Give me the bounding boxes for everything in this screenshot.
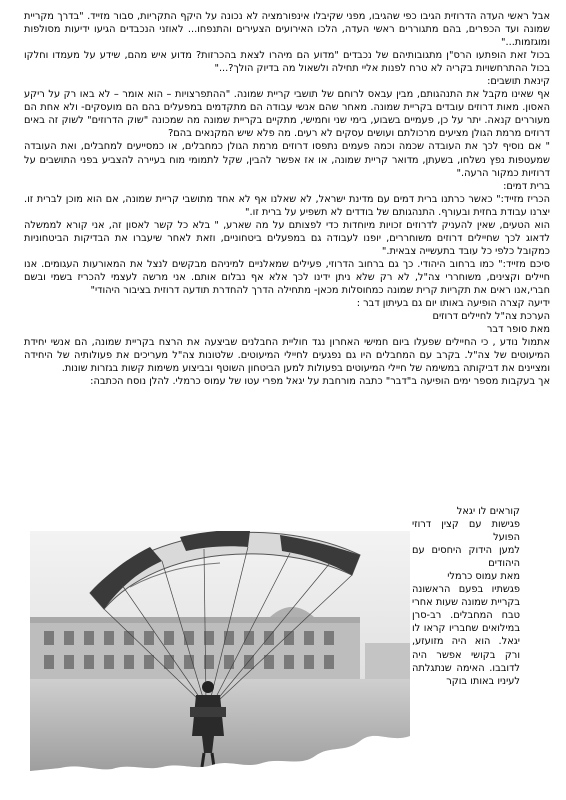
article-intro: אך בעקבות מספר ימים הופיעה ב"דבר" כתבה מורחבת על יגאל מפרי עטו של עמוס כרמלי. להלן נוסח הכתבה:: [90, 376, 550, 388]
sidebar-subtitle-1: פגישות עם קצין דרוזי הפועל: [412, 519, 520, 544]
davar-report: אתמול נודע , כי החיילים שפעלו ביום חמישי האחרון נגד חוליית החבלנים שביצעה את הרצח בקריית שמונה, הם אנשי יחידת המיעוטים של צה"ל. בקרב עם המחבלים היו גם נפגעים לחיילי המיעוטים. שלטונות צה"ל מעריכים את פעולותיה של היחידה ומציינים את דביקותה במשימה של חיילי המיעוטים בפעולות למען הביטחון השוטף ובביצוע משימות קשות בגזרות שונות.: [24, 337, 550, 375]
photo-frame: [30, 531, 410, 771]
paragraph-3: אף שאינו מקבל את התנהגותם, מבין עבאס לרוחם של תושבי קריית שמונה. "ההתפרצויות – הוא אומר – לא באו רק על ריקע האסון. מאות דרוזים עובדים בקריית שמונה. מאחר שהם אנשי עבודה הם מתקדמים במפעלים בהם הם מועסקים- ולא אחת הם מעוררים קנאה. יתר על כן, פעמיים בשבוע, בימי שני וחמישי, מתקיים בקריית שמונה מה שמכונה "שוק הדרוזים" לשוק זה באים דרוזים מרמת הגולן מציעים מרכולתם ועושים עסקים לא רעים. מה פלא שיש המקנאים בהם?: [24, 89, 550, 140]
sidebar-title: קוראים לו יגאל: [456, 506, 520, 517]
article-text: [24, 10, 550, 388]
paragraph-1: אבל ראשי העדה הדרוזית הגיבו כפי שהגיבו, מפני שקיבלו אינפורמציה לא נכונה על היקף התקריות, סבור מזייד. "בדרך מקריית שמונה ועד הכפרים, בהם מתגוררים ראשי העדה, הלכו האירועים הצעירים והתנפחו... לאוזני הנכבדים הגיעו ידיעות מסולפות ומוגזמות...": [24, 11, 550, 49]
paraglider-photo: [30, 531, 410, 771]
section-heading-blood-covenant: ברית דמים:: [503, 180, 550, 192]
davar-intro: ידיעה קצרה הופיעה באותו יום גם בעיתון דבר :: [356, 298, 550, 310]
sidebar-byline: מאת עמוס כרמלי: [447, 571, 520, 583]
paragraph-7: סיכם מזייד:" כמו ברחוב היהודי. כך גם ברחוב הדרוזי, פעילים שמאלניים למיניהם מבקשים לנצל את המאורעות העגומים. אנו חיילים וקצינים, משוחררי צה"ל, לא רק שלא ניתן ידינו לכך אלא אף נבלום אותם. אני מרשה לעצמי להכריז בשמי ובשם חברי,אנו ראים את תקריות קרית שמונה כמחוסלות מכאן- מתחילה הדרך להחדרת תודעה דרוזית בציבור היהודי": [24, 258, 550, 296]
davar-headline: הערכת צה"ל לחיילים דרוזים: [432, 311, 550, 323]
sidebar-body: פגשתיו בפעם הראשונה בקריית שמונה שעות אחרי טבח המחבלים. רב-סרן במילואים שחבריו קראו לו יגאל. הוא היה מזועזע, ורק בקושי אפשר היה לדובבו. האימה שנתגלתה לעיניו באותו בוקר: [412, 584, 520, 687]
paragraph-2: בכול זאת הופתעו הרס"ן מתגובותיהם של נכבדים "מדוע הם מיהרו לצאת בהכרזות? מדוע איש מהם, שידע על מעמדו וחלקו בכול ההתרחשויות בקריה לא טרח לפנות אליי תחילה ולשאול מה בדיוק הולך?...": [24, 50, 550, 75]
paragraph-5: הכריז מזייד:" כאשר כרתנו ברית דמים עם מדינת ישראל, לא שאלנו אף לא אחד מתושבי קריית שמונה, אם הוא מוכן לברית זו. יצרנו עבודת בחזית ובעורף. התנהגותם של בודדים לא תשפיע על ברית זו.": [24, 193, 550, 218]
davar-byline: מאת סופר דבר: [486, 324, 550, 336]
paragraph-4: " אם נוסיף לכך את העובדה שכמה וכמה פעמים נתפסו דרוזים מרמת הגולן כמחבלים, או כמסייעים למחבלים, ואת העובדה שמעטפות נפץ נשלחו, בשעתן, מדואר קריית שמונה, או אז אפשר להבין, שקל לתמומי מוח בעיירה להצביע בפני התושבים על דרוזיות כמקור הרעה.": [24, 141, 550, 179]
sidebar-article: [412, 505, 520, 794]
section-heading-jealousy: קינאת תושבים:: [487, 76, 550, 88]
paraglider-image: [30, 531, 410, 771]
sidebar-subtitle-2: למען הידוק היחסים עם היהודים: [412, 545, 520, 570]
paragraph-6: הוא הטעים, שאין להעניק לדרוזים זכויות מיוחדות כדי לפצותם על מה שארע, " בלא כל קשר לאסון זה, אני קורא לממשלה לדאוג לכך שחיילים דרוזים משוחררים, יופנו לעבודה גם במפעלים ביטחוניים, וזאת לאחר שיעברו את הבדיקות הביטחוניות כמקובל כלפי כל עובד בתעשייה צבאית.": [24, 219, 550, 257]
